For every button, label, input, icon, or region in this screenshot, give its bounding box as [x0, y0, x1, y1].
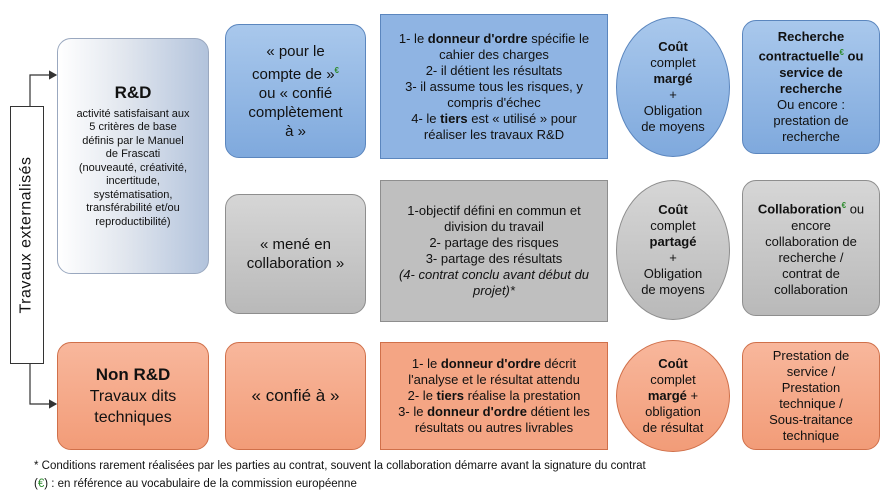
cost-orange-l4: obligation — [645, 404, 701, 419]
cond-orange-l5: résultats ou autres livrables — [414, 420, 574, 435]
rd-desc-8: transférabilité et/ou — [86, 202, 180, 215]
cost-gray-l3: partagé — [649, 234, 697, 249]
cond-blue-l3: 2- il détient les résultats — [425, 62, 563, 78]
euro-mark: € — [839, 48, 844, 58]
qual-blue-l7: recherche — [782, 128, 840, 144]
euro-mark: € — [37, 478, 45, 490]
qual-blue-l3: service de — [779, 64, 843, 80]
mode-pour-compte-l3: ou « confié — [258, 84, 333, 102]
euro-mark: € — [841, 201, 847, 211]
qual-blue-l1: Recherche — [777, 29, 845, 45]
arrow-to-rd — [30, 75, 56, 106]
qualification-gray: Collaboration€ ou encore collaboration de recherche / contrat de collaboration — [742, 180, 880, 316]
qual-gray-l3: collaboration de — [765, 233, 857, 249]
qual-blue-l4: recherche — [779, 80, 843, 96]
mode-pour-compte — [225, 24, 366, 158]
qual-orange-l5: Sous-traitance — [769, 412, 853, 427]
cost-orange: Coût complet margé + obligation de résultat — [616, 340, 730, 452]
mode-pour-compte-l5: à » — [285, 122, 306, 140]
footnote-2: (€) : en référence au vocabulaire de la commission européenne — [34, 478, 357, 490]
mode-confie — [225, 342, 366, 450]
cond-blue-l7: réaliser les travaux R&D — [423, 126, 565, 142]
cost-blue-l5: Obligation — [643, 103, 703, 118]
mode-pour-compte-l1: « pour le — [266, 42, 325, 60]
qual-orange-l2: service / — [786, 364, 836, 379]
rd-desc-5: (nouveauté, créativité, — [78, 161, 188, 174]
cond-blue-l5: compris d'échec — [447, 94, 541, 110]
cost-blue — [616, 17, 730, 157]
cost-orange-l5: de résultat — [642, 420, 704, 435]
rd-desc-6: incertitude, — [106, 175, 160, 188]
footnote-1: * Conditions rarement réalisées par les parties au contrat, souvent la collaboration démarre avant la signature du contrat — [34, 460, 646, 472]
cond-gray-l5: (4- contrat conclu avant début du — [398, 267, 590, 282]
cost-blue-l6: de moyens — [641, 119, 705, 134]
cost-blue-l3: margé — [653, 71, 693, 86]
cost-blue-l4: + — [669, 87, 677, 102]
cost-gray-l5: Obligation — [643, 266, 703, 281]
mode-collab-l2: collaboration » — [246, 255, 345, 272]
rd-desc-9: reproductibilité) — [95, 215, 171, 228]
qual-gray-l6: collaboration — [774, 281, 848, 297]
cond-gray-l6: projet)* — [473, 283, 515, 298]
qual-orange-l3: Prestation — [781, 380, 841, 395]
qualification-blue: Recherche contractuelle€ ou service de recherche Ou encore : prestation de recherche — [742, 20, 880, 154]
side-label: Travaux externalisés — [18, 156, 35, 314]
rd-desc-2: 5 critères de base — [89, 121, 177, 134]
cost-gray — [616, 180, 730, 320]
cond-blue-l2: cahier des charges — [439, 46, 549, 62]
arrow-to-non-rd — [30, 364, 56, 404]
rd-title: R&D — [114, 82, 152, 102]
cost-orange-l1: Coût — [658, 356, 688, 371]
cost-blue-l1: Coût — [658, 39, 688, 54]
mode-pour-compte-l4: complètement — [248, 103, 343, 121]
rd-desc-4: de Frascati — [105, 148, 161, 161]
rd-desc-1: activité satisfaisant aux — [76, 107, 190, 120]
rd-desc-7: systématisation, — [93, 188, 173, 201]
mode-collaboration — [225, 194, 366, 314]
cost-gray-l6: de moyens — [641, 282, 705, 297]
qual-orange-l4: technique / — [779, 396, 843, 411]
rd-desc-3: définis par le Manuel — [82, 134, 184, 147]
cost-gray-l2: complet — [650, 218, 696, 233]
cond-blue-l4: 3- il assume tous les risques, y — [405, 78, 583, 94]
qual-gray-l4: recherche / — [778, 249, 844, 265]
side-label-box — [10, 106, 44, 364]
non-rd-sub-1: Travaux dits — [89, 388, 177, 405]
cond-gray-l2: division du travail — [444, 219, 544, 234]
cond-gray-l1: 1-objectif défini en commun et — [407, 203, 581, 218]
cost-orange-l2: complet — [650, 372, 696, 387]
cond-gray-l3: 2- partage des risques — [429, 235, 559, 250]
qualification-orange — [742, 342, 880, 450]
non-rd-title: Non R&D — [95, 365, 171, 384]
non-rd-box — [57, 342, 209, 450]
cost-gray-l1: Coût — [658, 202, 688, 217]
qual-orange-l1: Prestation de — [772, 348, 850, 363]
qual-blue-l5: Ou encore : — [777, 96, 845, 112]
qual-orange-l6: technique — [782, 428, 840, 443]
euro-mark: € — [334, 65, 339, 75]
conditions-orange: 1- le donneur d'ordre décrit l'analyse et le résultat attendu 2- le tiers réalise la prestation 3- le donneur d'ordre détient les résultats ou autres livrables — [380, 342, 608, 450]
cond-orange-l2: l'analyse et le résultat attendu — [408, 372, 580, 387]
qual-gray-l5: contrat de — [782, 265, 840, 281]
rd-box — [57, 38, 209, 274]
cost-blue-l2: complet — [650, 55, 696, 70]
non-rd-sub-2: techniques — [94, 409, 172, 426]
cost-gray-l4: + — [669, 250, 677, 265]
mode-collab-l1: « mené en — [260, 236, 331, 253]
conditions-blue: 1- le donneur d'ordre spécifie le cahier des charges 2- il détient les résultats 3- il assume tous les risques, y compris d'échec 4- le tiers est « utilisé » pour réaliser les travaux R&D — [380, 14, 608, 159]
qual-blue-l6: prestation de — [773, 112, 849, 128]
qual-gray-l2: encore — [791, 217, 831, 233]
mode-pour-compte-l2: compte de » — [251, 65, 335, 83]
mode-confie-l1: « confié à » — [251, 386, 340, 405]
cond-gray-l4: 3- partage des résultats — [425, 251, 563, 266]
conditions-gray — [380, 180, 608, 322]
